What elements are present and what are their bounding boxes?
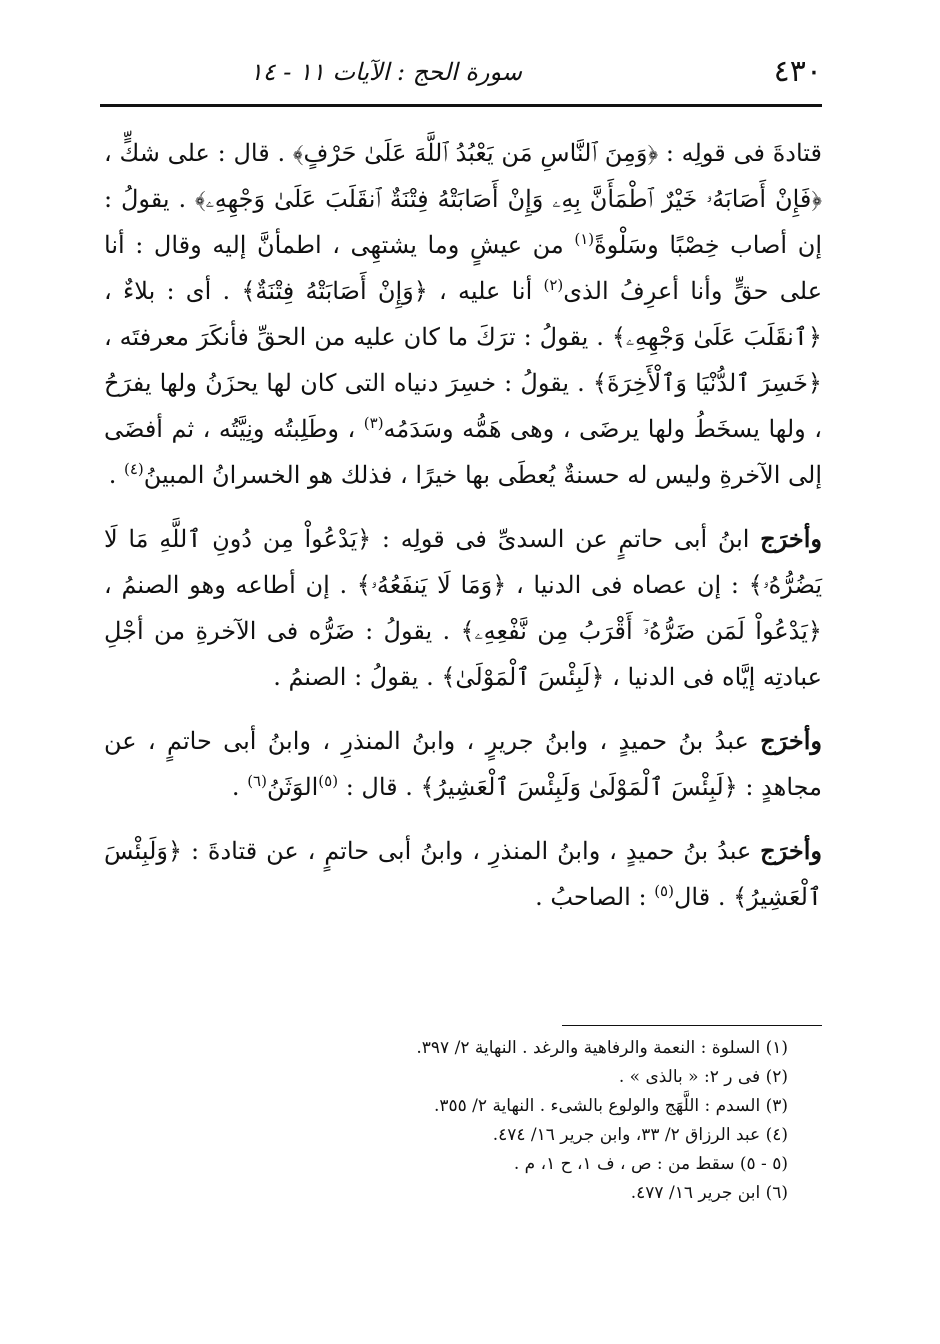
text-segment: عبدُ بنُ حميدٍ ، وابنُ جريرٍ ، وابنُ المنذرِ ، وابنُ أبى حاتمٍ ، عن مجاهدٍ : bbox=[104, 727, 822, 801]
quran-verse: ﴿ٱنقَلَبَ عَلَىٰ وَجْهِهِۦ﴾ bbox=[611, 323, 822, 351]
paragraph bbox=[104, 718, 822, 810]
quran-verse: ﴿يَدْعُواْ لَمَن ضَرُّهُۥٓ أَقْرَبُ مِن نَّفْعِهِۦ﴾ bbox=[460, 617, 822, 645]
text-segment: الوَثَنُ bbox=[266, 773, 319, 801]
quran-verse: ﴿لَبِئْسَ ٱلْمَوْلَىٰ وَلَبِئْسَ ٱلْعَشِيرُ﴾ bbox=[420, 773, 738, 801]
text-segment: . قال : bbox=[338, 773, 421, 801]
footnote-reference: (٥) bbox=[654, 882, 674, 900]
quran-verse: ﴿وَإِنْ أَصَابَتْهُ فِتْنَةٌ﴾ bbox=[241, 277, 428, 305]
footnote: (٥ - ٥) سقط من : ص ، ف ١، ح ١، م . bbox=[513, 1154, 788, 1174]
paragraph-lead-word: وأخرَج bbox=[760, 726, 822, 755]
quran-verse: ﴿فَإِنْ أَصَابَهُۥ خَيْرٌ ٱطْمَأَنَّ بِهِۦ وَإِنْ أَصَابَتْهُ فِتْنَةٌ ٱنقَلَبَ عَلَىٰ وَجْهِهِۦ﴾ bbox=[194, 185, 822, 213]
text-segment: : الصاحبُ . bbox=[535, 883, 655, 911]
footnote-reference: (١) bbox=[574, 230, 595, 248]
footnote-reference: (٦) bbox=[247, 772, 267, 790]
text-segment: . bbox=[231, 773, 248, 801]
footnote: (١) السلوة : النعمة والرفاهية والرغد . النهاية ٢/ ٣٩٧. bbox=[416, 1038, 788, 1058]
footnote: (٢) فى ر ٢: « بالذى » . bbox=[618, 1067, 788, 1087]
text-segment: . قال bbox=[673, 883, 734, 911]
text-segment: . يقولُ : خسِرَ دنياه التى كان لها يحزَنُ ولها يفرَحُ ، ولها يسخَطُ ولها يرضَى ، وهى هَمُّه وسَدَمُه bbox=[104, 369, 822, 443]
text-segment: من عيشٍ وما يشتهِى ، اطمأنَّ إليه وقال : أنا على حقٍّ وأنا أعرِفُ الذى bbox=[104, 231, 823, 305]
footnote-reference: (٤) bbox=[123, 460, 144, 478]
text-segment: . يقولُ : إن أصاب خِصْبًا وسَلْوةً bbox=[104, 185, 822, 259]
text-segment: . يقولُ : ضَرُّه فى الآخرةِ من أجْلِ عبادتِه إيَّاه فى الدنيا ، bbox=[104, 617, 822, 691]
text-segment: . يقولُ : ترَكَ ما كان عليه من الحقِّ فأنكَرَ معرفتَه ، bbox=[104, 323, 612, 351]
footnote: (٤) عبد الرزاق ٢/ ٣٣، وابن جرير ١٦/ ٤٧٤. bbox=[492, 1125, 788, 1145]
quran-verse: ﴿لَبِئْسَ ٱلْمَوْلَىٰ﴾ bbox=[441, 663, 605, 691]
running-title: سورة الحج : الآيات ١١ - ١٤ bbox=[249, 58, 522, 86]
text-segment: أنا عليه ، bbox=[427, 277, 544, 305]
text-segment: . قال : على شكٍّ ، bbox=[104, 139, 293, 167]
header-rule bbox=[100, 104, 822, 107]
quran-verse: ﴿وَلَبِئْسَ ٱلْعَشِيرُ﴾ bbox=[104, 837, 822, 911]
quran-verse: ﴿وَمَا لَا يَنفَعُهُۥ﴾ bbox=[356, 571, 507, 599]
paragraph-lead-word: وأخرَج bbox=[760, 524, 822, 553]
paragraph bbox=[104, 516, 822, 700]
text-segment: ابنُ أبى حاتمٍ عن السدىِّ فى قولِه : bbox=[371, 525, 761, 553]
paragraph bbox=[104, 130, 822, 498]
text-segment: عبدُ بنُ حميدٍ ، وابنُ المنذرِ ، وابنُ أبى حاتمٍ ، عن قتادةَ : bbox=[182, 837, 761, 865]
text-segment: : إن عصاه فى الدنيا ، bbox=[506, 571, 749, 599]
text-segment: . bbox=[108, 461, 124, 489]
text-segment: . أى : بلاءٌ ، bbox=[104, 277, 242, 305]
quran-verse: ﴿يَدْعُواْ مِن دُونِ ٱللَّهِ مَا لَا يَضُرُّهُۥ﴾ bbox=[104, 525, 822, 599]
footnote-reference: (٢) bbox=[543, 276, 564, 294]
page-header bbox=[108, 54, 822, 100]
footnote-reference: (٥) bbox=[318, 772, 339, 790]
text-segment: . إن أطاعه وهو الصنمُ ، bbox=[104, 571, 357, 599]
text-segment: . يقولُ : الصنمُ . bbox=[273, 663, 442, 691]
main-text bbox=[104, 130, 822, 938]
quran-verse: ﴿وَمِنَ ٱلنَّاسِ مَن يَعْبُدُ ٱللَّهَ عَلَىٰ حَرْفٍ﴾ bbox=[292, 139, 659, 167]
quran-verse: ﴿خَسِرَ ٱلدُّنْيَا وَٱلْأَخِرَةَ﴾ bbox=[592, 369, 822, 397]
page-number: ٤٣٠ bbox=[773, 54, 822, 89]
footnote-separator bbox=[562, 1025, 822, 1026]
footnote: (٣) السدم : اللَّهَج والولوع بالشىء . النهاية ٢/ ٣٥٥. bbox=[433, 1096, 788, 1116]
paragraph-lead-word: وأخرَج bbox=[760, 836, 822, 865]
footnotes bbox=[104, 1034, 788, 1208]
text-segment: ، وطَلِبتُه ونِيَّتُه ، ثم أفضَى إلى الآخرةِ وليس له حسنةٌ يُعطَى بها خيرًا ، فذلك هو الخسرانُ المبينُ bbox=[104, 415, 822, 489]
footnote-reference: (٣) bbox=[363, 414, 384, 432]
text-segment: قتادةَ فى قولِه : bbox=[658, 139, 823, 167]
paragraph bbox=[104, 828, 822, 920]
footnote: (٦) ابن جرير ١٦/ ٤٧٧. bbox=[630, 1183, 788, 1203]
